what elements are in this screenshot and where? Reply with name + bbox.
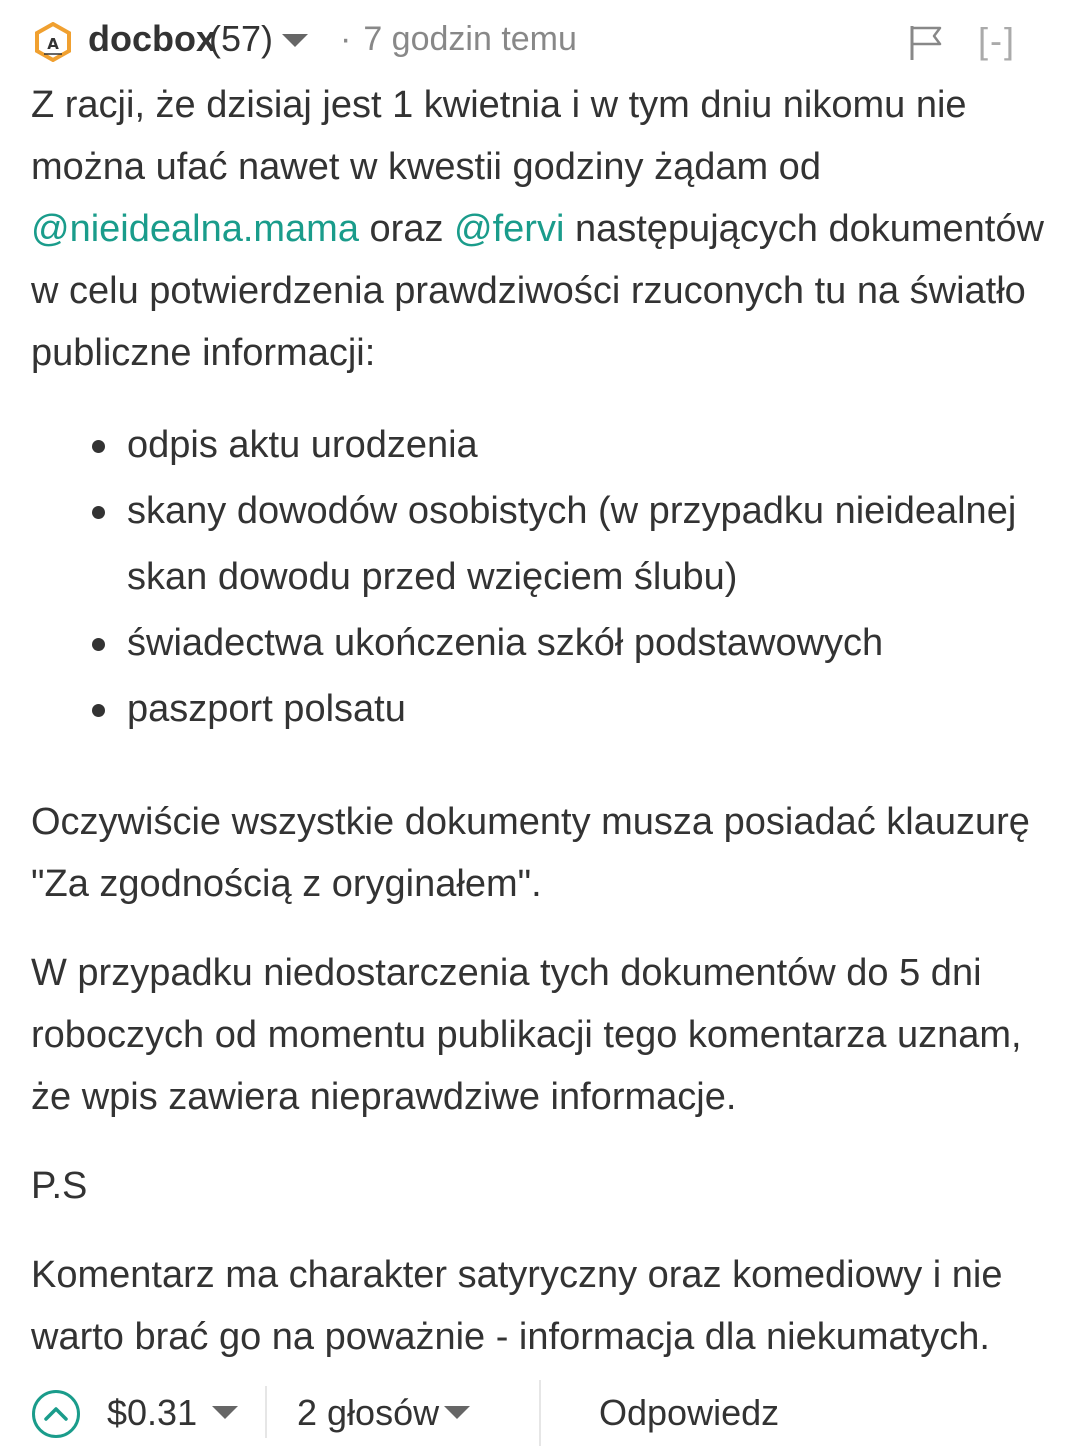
mention-link[interactable]: @fervi [454,208,565,250]
chevron-up-icon [35,1393,77,1435]
divider [265,1386,267,1438]
body-paragraph-2: Oczywiście wszystkie dokumenty musza posiadać klauzurę "Za zgodnością z oryginałem". [31,801,1030,905]
collapse-button[interactable]: [-] [978,20,1016,61]
comment-body [31,74,1051,1368]
body-paragraph-1: Z racji, że dzisiaj jest 1 kwietnia i w tym dniu nikomu nie można ufać nawet w kwestii godziny żądam od @nieidealna.mama oraz @fervi następujących dokumentów w celu potwierdzenia prawdziwości rzuconych tu na światło publiczne informacji: [31,84,1044,374]
time-separator: · [340,20,352,58]
author-name[interactable]: docbox [88,18,217,59]
payout-value[interactable]: $0.31 [107,1392,198,1433]
author-menu-caret-icon[interactable] [282,34,308,47]
votes-count[interactable]: 2 głosów [297,1392,440,1433]
timestamp[interactable] [340,14,577,64]
list-item: odpis aktu urodzenia [127,412,1051,478]
upvote-button[interactable] [32,1390,80,1438]
list-item: skany dowodów osobistych (w przypadku nieidealnej skan dowodu przed wzięciem ślubu) [127,478,1051,610]
document-list [31,412,1051,742]
body-paragraph-4: Komentarz ma charakter satyryczny oraz komediowy i nie warto brać go na poważnie - informacja dla niekumatych. [31,1254,1003,1358]
flag-icon[interactable] [908,24,944,62]
avatar-icon[interactable] [33,22,73,62]
list-item: paszport polsatu [127,676,1051,742]
mention-link[interactable]: @nieidealna.mama [31,208,359,250]
author-reputation: (57) [209,18,274,59]
svg-text:A: A [47,35,59,53]
body-paragraph-ps: P.S [31,1165,88,1207]
divider [539,1380,541,1446]
votes-caret-icon[interactable] [444,1406,470,1419]
reply-button[interactable]: Odpowiedz [599,1392,780,1433]
comment-footer [0,1380,1080,1454]
body-paragraph-3: W przypadku niedostarczenia tych dokumentów do 5 dni roboczych od momentu publikacji tego komentarza uznam, że wpis zawiera nieprawdziwe informacje. [31,952,1022,1118]
comment-header [0,0,1080,80]
list-item: świadectwa ukończenia szkół podstawowych [127,610,1051,676]
timestamp-text: 7 godzin temu [363,20,577,58]
payout-caret-icon[interactable] [212,1406,238,1419]
